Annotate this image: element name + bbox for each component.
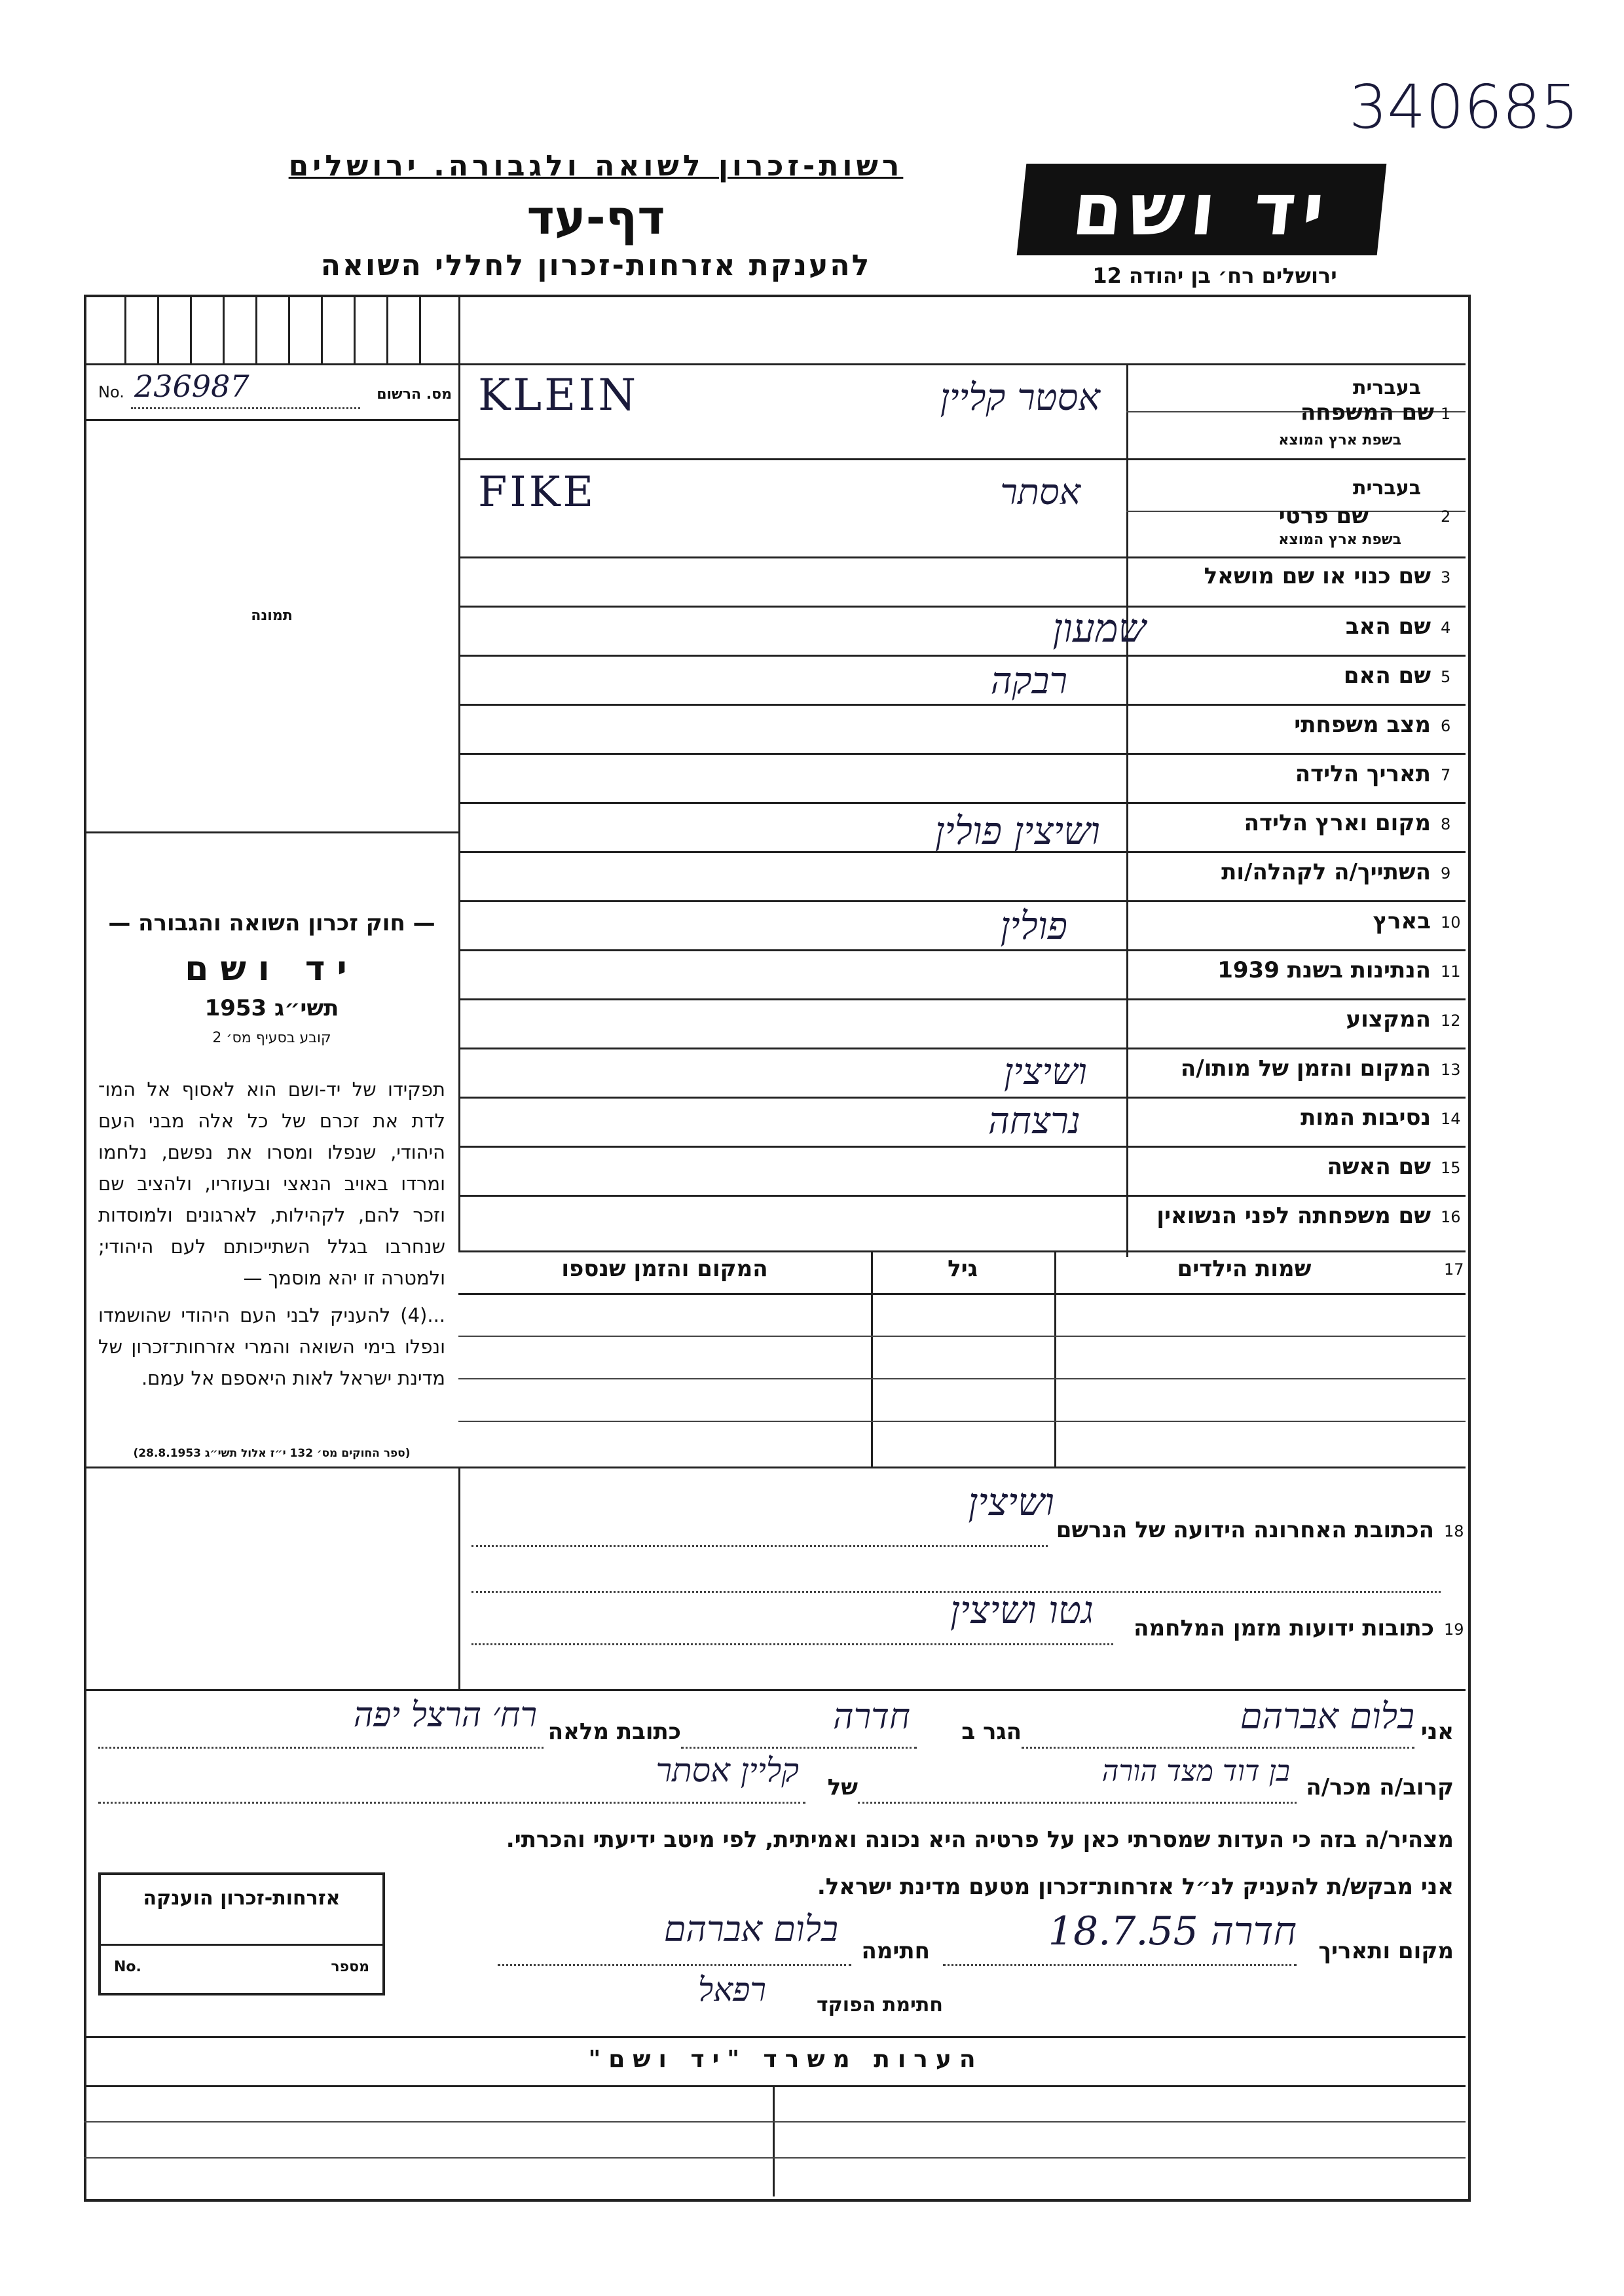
- authority-title: רשות-זכרון לשואה ולגבורה. ירושלים: [288, 149, 904, 183]
- of-value: קליין אסתר: [655, 1751, 799, 1789]
- field-3-label: שם כנוי או שם מושאל: [1204, 563, 1431, 589]
- field-16-label: שם משפחתה לפני הנשואין: [1156, 1203, 1431, 1229]
- death-circumstances-value: נרצחה: [987, 1100, 1080, 1142]
- signature-value: בלום אברהם: [663, 1908, 838, 1950]
- children-names-header: שמות הילדים: [1177, 1256, 1312, 1282]
- field-15-label: שם האשה: [1327, 1154, 1431, 1180]
- wartime-address-value: גטו ושיצין: [950, 1588, 1094, 1632]
- field-14-number: 14: [1441, 1110, 1461, 1128]
- declaration-statement-1: מצהיר/ה בזה כי העדות שמסרתי כאן על פרטיה היא נכונה ואמיתית, לפי מיטב ידיעתי והכרתי.: [506, 1827, 1454, 1853]
- family-name-latin: KLEIN: [478, 370, 639, 420]
- form-title: דף-עד: [526, 190, 665, 245]
- place-date-label: מקום ותאריך: [1318, 1938, 1454, 1964]
- stamp-box-title: אזרחות-זכרון הוענקה: [143, 1887, 341, 1910]
- resides-label: הגר ב: [961, 1719, 1022, 1745]
- law-title: — חוק זכרון השואה והגבורה —: [108, 910, 435, 936]
- law-clause: קובע בסעיף מס׳ 2: [212, 1030, 331, 1046]
- first-name-latin: FIKE: [478, 468, 597, 517]
- field-5-label: שם האם: [1343, 663, 1431, 689]
- field-11-label: הנתינות בשנת 1939: [1217, 957, 1431, 983]
- field-9-label: השתייך/ה לקהלה/ות: [1221, 859, 1431, 885]
- relation-label: קרוב/ה מכר/ה: [1306, 1774, 1454, 1800]
- field-2-number: 2: [1441, 507, 1451, 526]
- last-address-value: ושיצין: [968, 1480, 1054, 1524]
- law-source: (ספר החוקים מס׳ 132 י״ז אלול תשי״ג 28.8.1953): [133, 1447, 411, 1460]
- father-name-value: שמעון: [1052, 606, 1146, 651]
- field-2-hebrew-sublabel: בעברית: [1353, 477, 1421, 500]
- registration-prefix: No.: [98, 383, 124, 401]
- registration-number: 236987: [134, 369, 249, 404]
- field-4-number: 4: [1441, 619, 1451, 637]
- field-19-number: 19: [1444, 1620, 1464, 1639]
- stamp-box-number-label: מספר: [331, 1959, 369, 1975]
- logo-text: יד ושם: [1068, 168, 1335, 251]
- stamp-box: [98, 1872, 385, 1995]
- country-value: פולין: [1000, 903, 1067, 948]
- death-place-value: ושיצין: [1004, 1051, 1087, 1093]
- field-6-label: מצב משפחתי: [1294, 712, 1431, 738]
- relation-value: בן דוד מצד הורה: [1101, 1755, 1290, 1788]
- law-text-1: תפקידו של יד-ושם הוא לאסוף אל המו־ לדת את זכרם של כל אלה מבני העם היהודי, שנפלו ומסרו את נפשם, נלחמו ומרדו באויב הנאצי ובעוזריו, ולהציב שם וזכר להם, לקהילות, לארגונים ולמוסדות שנחרבו בגלל השתייכותם לעם היהודי; ולמטרה זו יהא מוסמך —: [98, 1078, 445, 1289]
- field-3-number: 3: [1441, 568, 1451, 587]
- field-1-hebrew-sublabel: בעברית: [1353, 376, 1421, 399]
- field-10-number: 10: [1441, 913, 1461, 932]
- of-label: של: [827, 1774, 858, 1800]
- full-address-value: רח׳ הרצל יפה: [353, 1696, 537, 1735]
- field-18-label: הכתובת האחרונה הידועה של הנרשם: [1056, 1517, 1434, 1543]
- children-age-header: גיל: [948, 1256, 978, 1282]
- photo-label: תמונה: [251, 608, 293, 624]
- field-7-number: 7: [1441, 766, 1451, 784]
- logo-address: ירושלים רח׳ בן יהודה 12: [1092, 263, 1337, 288]
- declarant-label: אני: [1420, 1719, 1454, 1745]
- field-1-number: 1: [1441, 405, 1451, 423]
- field-4-label: שם האב: [1345, 613, 1431, 640]
- field-10-label: בארץ: [1373, 908, 1431, 934]
- field-18-number: 18: [1444, 1522, 1464, 1540]
- form-subtitle: להענקת אזרחות-זכרון לחללי השואה: [320, 249, 872, 282]
- stamp-box-number-prefix: No.: [114, 1959, 141, 1975]
- field-6-number: 6: [1441, 717, 1451, 735]
- field-16-number: 16: [1441, 1208, 1461, 1226]
- law-year: תשי״ג 1953: [204, 995, 339, 1021]
- field-17-number: 17: [1444, 1260, 1464, 1279]
- field-11-number: 11: [1441, 962, 1461, 981]
- field-12-label: המקצוע: [1346, 1006, 1431, 1032]
- registration-label: מס. הרשום: [377, 386, 452, 403]
- field-13-label: המקום והזמן של מותו/ה: [1180, 1055, 1431, 1082]
- field-2-label: שם פרטי: [1278, 503, 1369, 529]
- field-13-number: 13: [1441, 1061, 1461, 1079]
- first-name-hebrew: אסתר: [1000, 471, 1080, 513]
- field-14-label: נסיבות המות: [1301, 1104, 1431, 1131]
- office-notes-title: הערות משרד "יד ושם": [588, 2046, 984, 2073]
- field-1-label: שם המשפחה: [1300, 399, 1434, 426]
- mother-name-value: רבקה: [990, 660, 1067, 702]
- full-address-label: כתובת מלאה: [547, 1719, 681, 1745]
- birth-place-value: ושיצין פולין: [934, 809, 1100, 853]
- field-9-number: 9: [1441, 864, 1451, 883]
- law-name: יד ושם: [185, 949, 359, 989]
- field-15-number: 15: [1441, 1159, 1461, 1177]
- signature-label: חתימה: [861, 1938, 930, 1964]
- field-8-label: מקום וארץ הלידה: [1244, 810, 1431, 836]
- field-8-number: 8: [1441, 815, 1451, 833]
- field-19-label: כתובות ידועות מזמן המלחמה: [1134, 1615, 1434, 1641]
- officer-signature-value: רפאל: [697, 1971, 766, 2009]
- field-5-number: 5: [1441, 668, 1451, 686]
- officer-signature-label: חתימת הפוקד: [817, 1994, 943, 2016]
- field-2-origin-sublabel: בשפת ארץ המוצא: [1278, 532, 1401, 548]
- logo-block: [1017, 164, 1387, 255]
- archive-number: 340685: [1349, 72, 1579, 142]
- family-name-hebrew: אסטר קליין: [940, 376, 1100, 419]
- place-date-value: חדרה 18.7.55: [1048, 1908, 1297, 1954]
- field-12-number: 12: [1441, 1011, 1461, 1030]
- field-7-label: תאריך הלידה: [1295, 761, 1431, 787]
- declaration-statement-2: אני מבקש/ת להעניק לנ״ל אזרחות־זכרון מטעם מדינת ישראל.: [817, 1874, 1454, 1900]
- field-1-origin-sublabel: בשפת ארץ המוצא: [1278, 432, 1401, 448]
- city-value: חדרה: [833, 1696, 910, 1737]
- law-text-2: ...(4) להעניק לבני העם היהודי שהושמדו ונפלו בימי השואה והמרי אזרחות־זכרון של מדינת ישראל לאות היאספם אל עמם.: [98, 1304, 445, 1389]
- declarant-name-value: בלום אברהם: [1240, 1696, 1414, 1737]
- children-place-time-header: המקום והזמן שנספו: [561, 1256, 768, 1282]
